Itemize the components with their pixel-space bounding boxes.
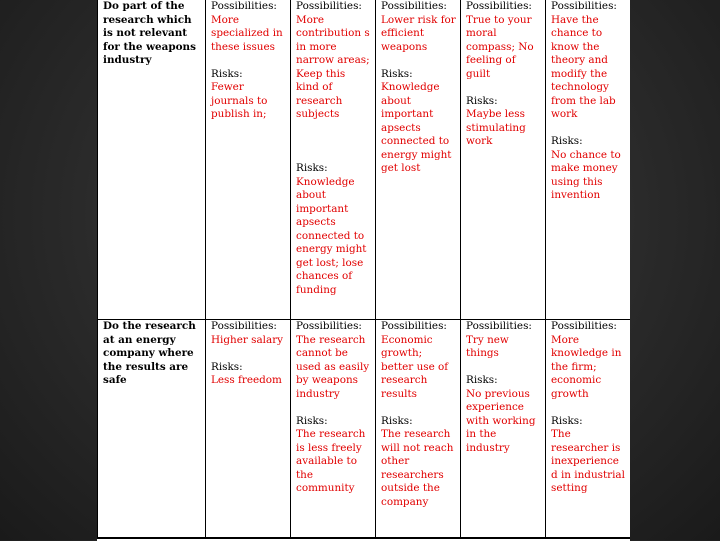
possibilities-text: More contribution s in more narrow areas; Keep this kind of research subjects bbox=[296, 13, 370, 120]
possibilities-text: More knowledge in the firm; economic growth bbox=[551, 333, 622, 400]
possibilities-label: Possibilities: bbox=[211, 0, 277, 12]
risks-label: Risks: bbox=[296, 162, 328, 174]
possibilities-risks-table bbox=[97, 0, 630, 539]
possibilities-label: Possibilities: bbox=[381, 0, 447, 12]
possibilities-label: Possibilities: bbox=[296, 320, 362, 332]
risks-label: Risks: bbox=[466, 94, 498, 107]
stakeholder-cell bbox=[546, 0, 631, 320]
risks-label: Risks: bbox=[551, 414, 583, 427]
possibilities-label: Possibilities: bbox=[466, 320, 532, 332]
stakeholder-cell bbox=[546, 320, 631, 538]
stakeholder-cell bbox=[461, 320, 546, 538]
risks-text: Knowledge about important apsects connected to energy might get lost; lose chances of funding bbox=[296, 175, 367, 296]
option-cell: Do part of the research which is not relevant for the weapons industry bbox=[98, 0, 206, 320]
risks-text: The research is less freely available to the community bbox=[296, 428, 366, 494]
risks-label: Risks: bbox=[381, 414, 413, 427]
risks-text: The research will not reach other researchers outside the company bbox=[381, 428, 454, 508]
risks-label: Risks: bbox=[381, 67, 413, 80]
risks-label: Risks: bbox=[211, 67, 243, 80]
possibilities-text: True to your moral compass; No feeling of guilt bbox=[466, 13, 534, 80]
risks-text: Knowledge about important apsects connected to energy might get lost bbox=[381, 81, 452, 174]
risks-label: Risks: bbox=[466, 374, 498, 386]
possibilities-label: Possibilities: bbox=[211, 320, 277, 332]
risks-label: Risks: bbox=[551, 135, 583, 147]
stakeholder-cell bbox=[291, 320, 376, 538]
table-row bbox=[98, 538, 631, 539]
option-cell: Do the research at an energy company where the results are safe bbox=[98, 320, 206, 538]
table-row bbox=[98, 320, 631, 538]
risks-text: Less freedom bbox=[211, 374, 282, 386]
table-row bbox=[98, 0, 631, 320]
possibilities-label: Possibilities: bbox=[466, 0, 532, 12]
possibilities-label: Possibilities: bbox=[296, 0, 362, 12]
possibilities-text: Economic growth; better use of research results bbox=[381, 333, 449, 400]
possibilities-label: Possibilities: bbox=[551, 0, 617, 12]
risks-text: No previous experience with working in the industry bbox=[466, 387, 536, 454]
stakeholder-cell bbox=[461, 0, 546, 320]
possibilities-text: More specialized in these issues bbox=[211, 13, 283, 53]
stakeholder-cell bbox=[206, 0, 291, 320]
stakeholder-cell bbox=[376, 0, 461, 320]
possibilities-label: Possibilities: bbox=[381, 320, 447, 332]
possibilities-text: Have the chance to know the theory and modify the technology from the lab work bbox=[551, 13, 616, 120]
possibilities-text: Higher salary bbox=[211, 333, 284, 346]
possibilities-text: The research cannot be used as easily by weapons industry bbox=[296, 333, 370, 400]
stakeholder-cell bbox=[376, 320, 461, 538]
stakeholder-cell bbox=[291, 0, 376, 320]
risks-text: Maybe less stimulating work bbox=[466, 108, 526, 147]
risks-text: No chance to make money using this invention bbox=[551, 148, 621, 201]
stakeholder-cell bbox=[206, 320, 291, 538]
possibilities-text: Lower risk for efficient weapons bbox=[381, 13, 456, 53]
risks-text: The researcher is inexperience d in industrial setting bbox=[551, 428, 625, 494]
risks-label: Risks: bbox=[211, 360, 243, 373]
risks-text: Fewer journals to publish in; bbox=[211, 81, 268, 120]
slide bbox=[97, 0, 630, 541]
possibilities-label: Possibilities: bbox=[551, 320, 617, 332]
possibilities-text: Try new things bbox=[466, 333, 509, 359]
risks-label: Risks: bbox=[296, 414, 328, 427]
